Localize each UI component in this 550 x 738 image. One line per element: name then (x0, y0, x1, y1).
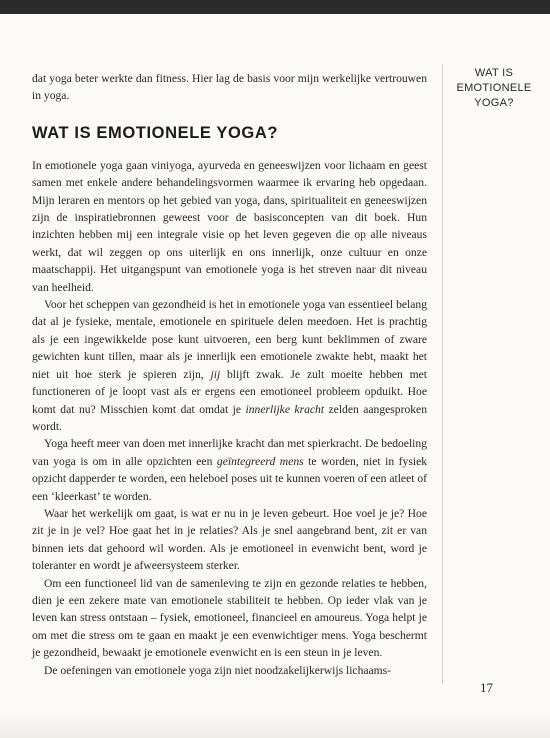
paragraph-3: Yoga heeft meer van doen met innerlijke kracht dan met spierkracht. De bedoeling van yoga is om in alle opzichten een geïntegreerd mens te worden, niet in fysiek opzicht dapperder te worden, een heleboel poses uit te kunnen voeren of een atleet of een ‘kleerkast’ te worden. (32, 437, 428, 503)
running-head (454, 66, 534, 111)
body-text (32, 70, 427, 679)
paragraph-6: De oefeningen van emotionele yoga zijn niet noodzakelijkerwijs lichaams- (44, 663, 392, 677)
top-border (0, 0, 550, 18)
paragraph-1: In emotionele yoga gaan viniyoga, ayurveda en geneeswijzen voor lichaam en geest samen met enkele andere behandelingsvormen waarmee ik ervaring heb opgedaan. Mijn leraren en mentors op het gebied van yoga, dans, spiritualiteit en geneeswijzen zijn de inspiratiebronnen geweest voor de basisconcepten van dit boek. Hun inzichten hebben mij een integrale visie op het leven gegeven die op alle niveaus werkt, dat wil zeggen op ons uiterlijk en ons innerlijk, onze cultuur en onze maatschappij. Het uitgangspunt van emotionele yoga is het streven naar dit niveau van heelheid. (32, 158, 427, 294)
running-head-line-2: EMOTIONELE (456, 82, 532, 94)
running-head-line-3: YOGA? (474, 97, 514, 109)
paragraph-5: Om een functioneel lid van de samenleving te zijn en gezonde relaties te hebben, dien je een zekere mate van emotionele stabiliteit te hebben. Op ieder vlak van je leven kan stress ontstaan – fysiek, emotioneel, financieel en amoureus. Yoga helpt je om met die stress om te gaan en maakt je een evenwichtiger mens. Yoga beschermt je gezondheid, bewaakt je emotionele evenwicht en is een steun in je leven. (32, 576, 427, 660)
column-divider (442, 64, 443, 684)
page-bottom-shadow (0, 712, 550, 738)
running-head-line-1: WAT IS (474, 67, 514, 79)
paragraph-4: Waar het werkelijk om gaat, is wat er nu in je leven gebeurt. Hoe voel je je? Hoe zit je in je vel? Hoe gaat het in je relaties? Als je snel aangebrand bent, zit er van binnen iets dat gehoord wil worden. Als je emotioneel in evenwicht bent, word je toleranter en wordt je afweersysteem sterker. (32, 506, 427, 573)
section-heading: WAT IS EMOTIONELE YOGA? (32, 123, 279, 142)
paragraph-2: Voor het scheppen van gezondheid is het in emotionele yoga van essentieel belang dat al je fysieke, mentale, emotionele en spirituele delen meedoen. Het is prachtig als je een ingewikkelde pose kunt uitvoeren, een berg kunt beklimmen of zware gewichten kunt tillen, maar als je innerlijk een emotionele zwakte hebt, maakt het niet uit hoe sterk je spieren zijn, jij blijft zwak. Je zult moeite hebben met functioneren of je loopt vast als er ergens een emotioneel probleem opduikt. Hoe komt dat nu? Misschien komt dat omdat je innerlijke kracht zelden aangesproken wordt. (32, 298, 427, 433)
page-number: 17 (480, 680, 493, 695)
intro-paragraph: dat yoga beter werkte dan fitness. Hier lag de basis voor mijn werkelijke vertrouwen in yoga. (32, 72, 427, 103)
